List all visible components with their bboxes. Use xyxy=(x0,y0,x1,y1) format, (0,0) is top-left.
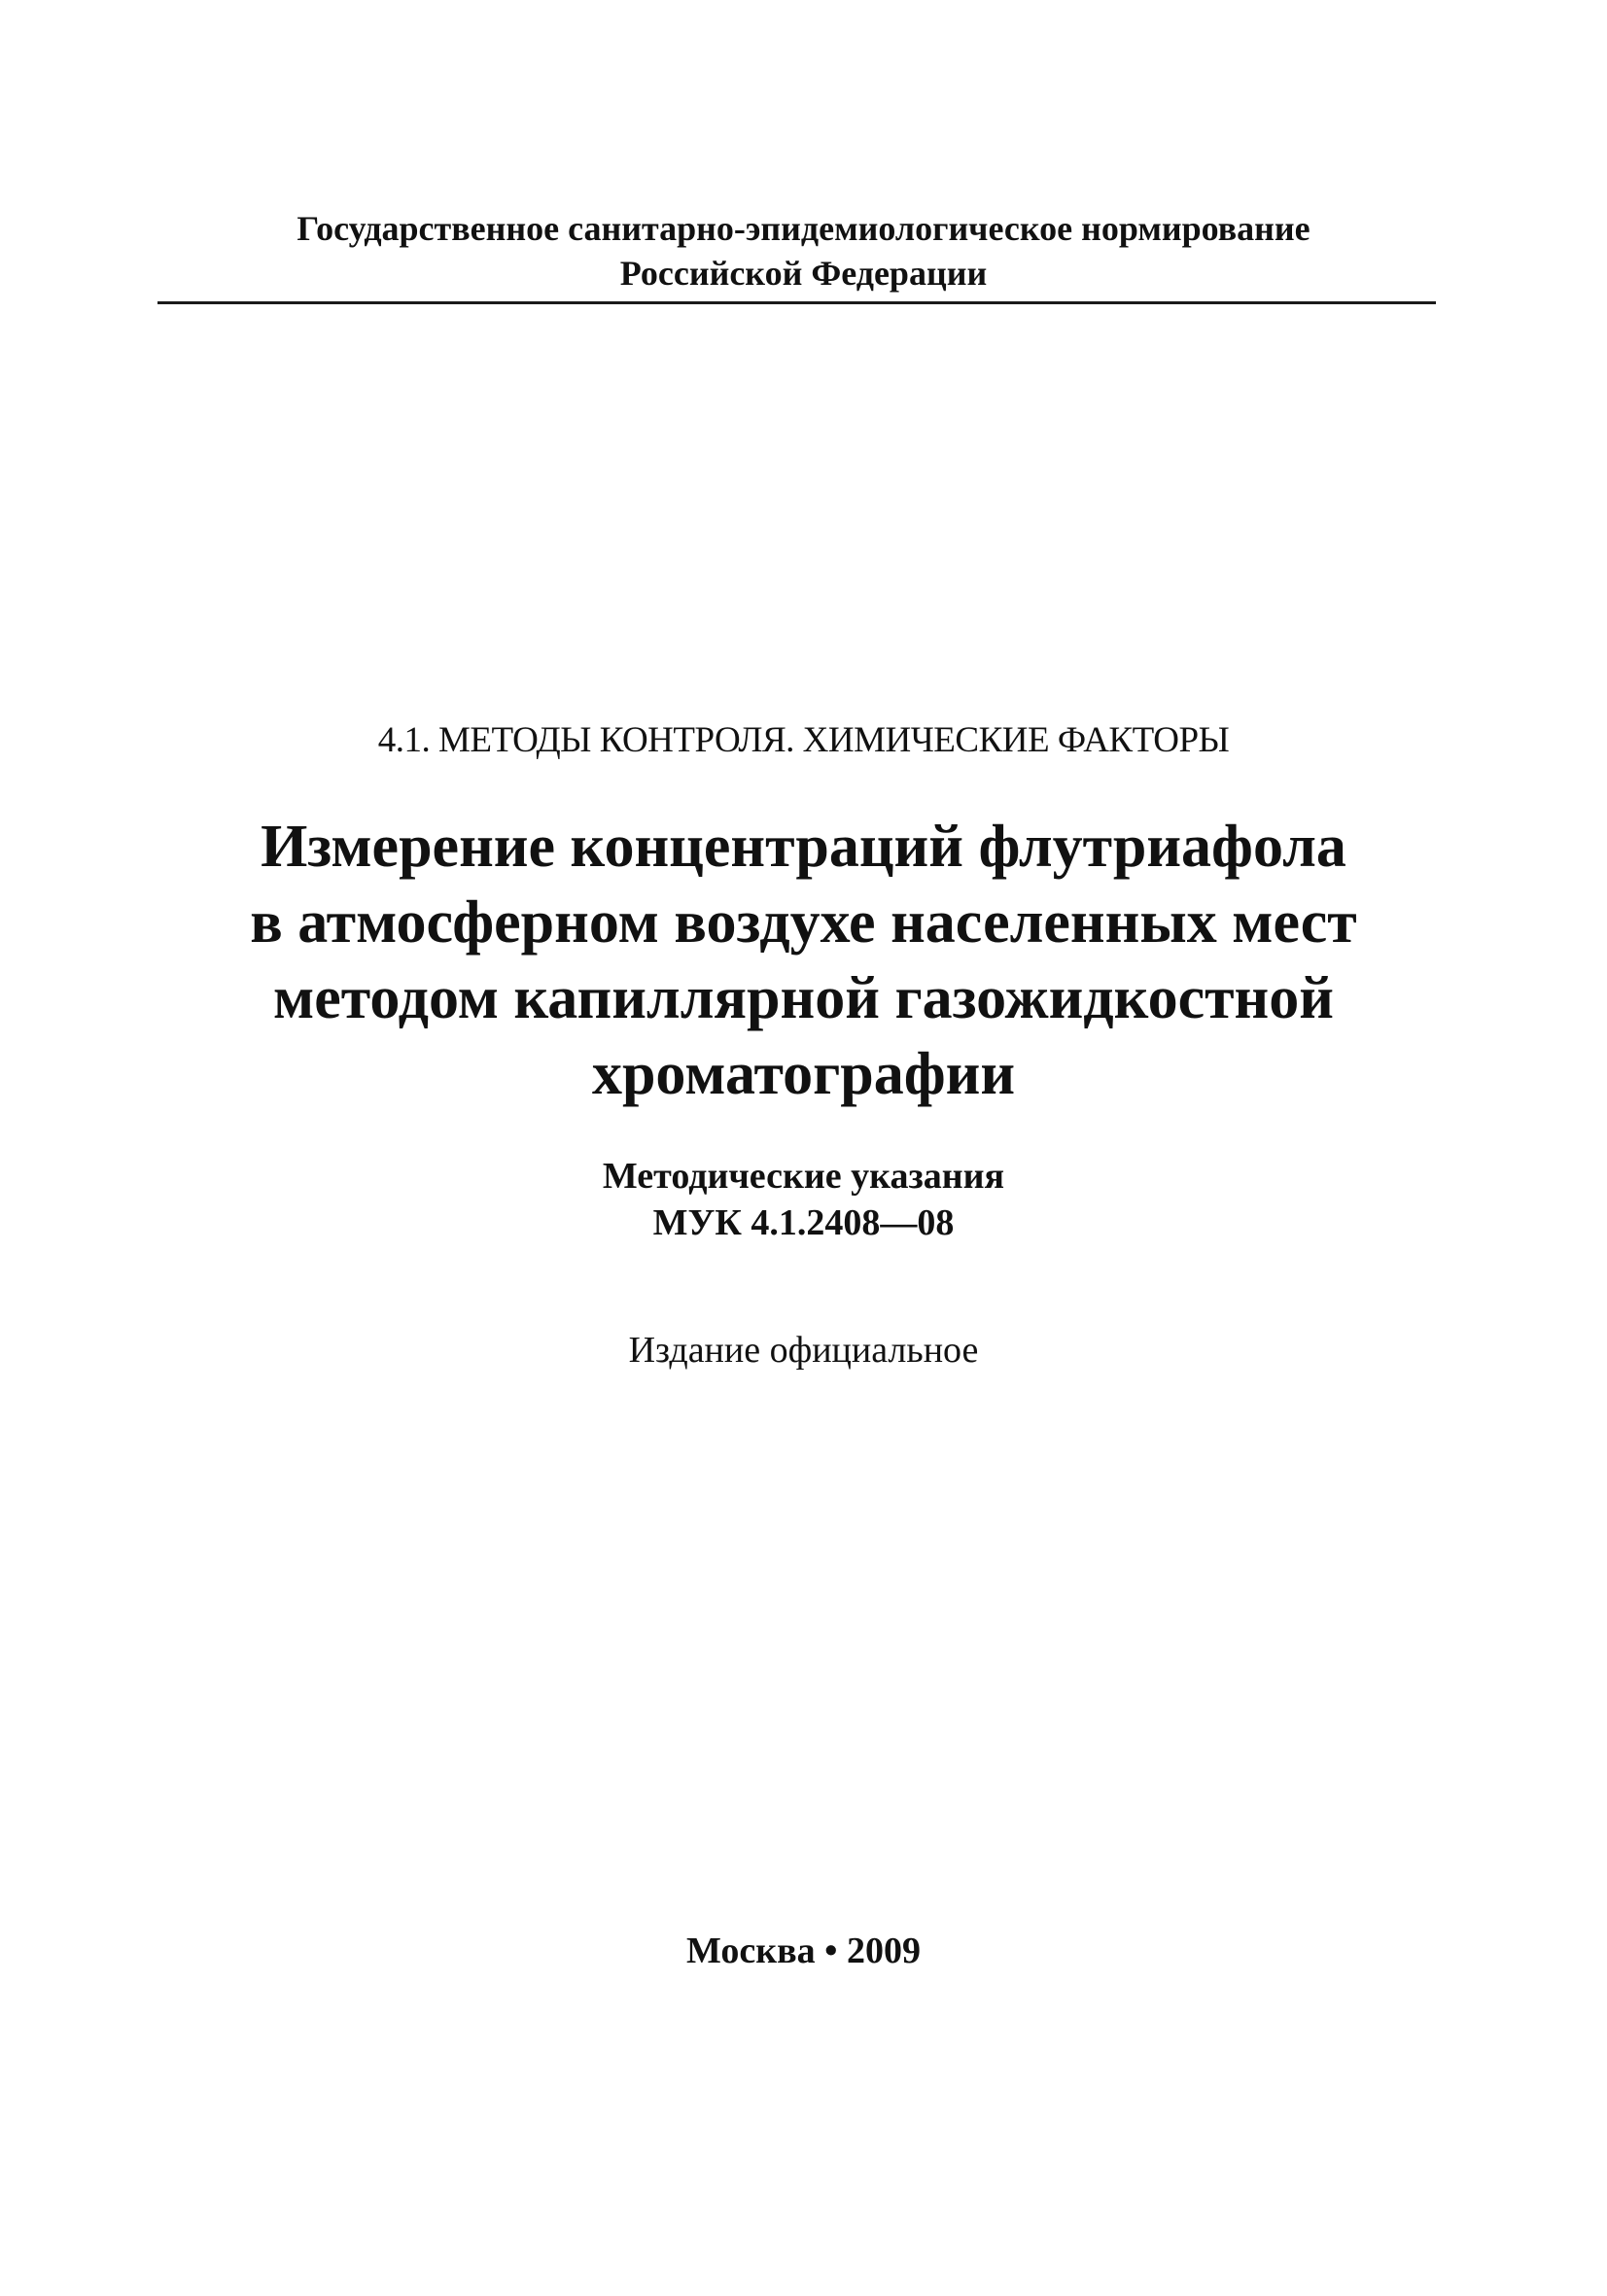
document-title xyxy=(78,809,1529,1112)
title-line-3: методом капиллярной газожидкостной xyxy=(273,965,1334,1031)
header-line-1: Государственное санитарно-эпидемиологическое нормирование xyxy=(297,209,1310,248)
header-divider xyxy=(157,301,1436,304)
header-line-2: Российской Федерации xyxy=(619,254,988,293)
doc-type-label: Методические указания xyxy=(602,1156,1005,1197)
title-line-2: в атмосферном воздухе населенных мест xyxy=(250,889,1357,956)
document-type xyxy=(97,1153,1510,1246)
title-line-1: Измерение концентраций флутриафола xyxy=(261,814,1346,880)
imprint-city-year: Москва • 2009 xyxy=(686,1931,921,1971)
edition-note: Издание официальное xyxy=(628,1330,979,1371)
doc-code: МУК 4.1.2408—08 xyxy=(652,1202,955,1243)
title-line-4: хроматографии xyxy=(591,1041,1016,1107)
publisher-header xyxy=(97,206,1510,296)
section-heading: 4.1. МЕТОДЫ КОНТРОЛЯ. ХИМИЧЕСКИЕ ФАКТОРЫ xyxy=(377,720,1230,760)
